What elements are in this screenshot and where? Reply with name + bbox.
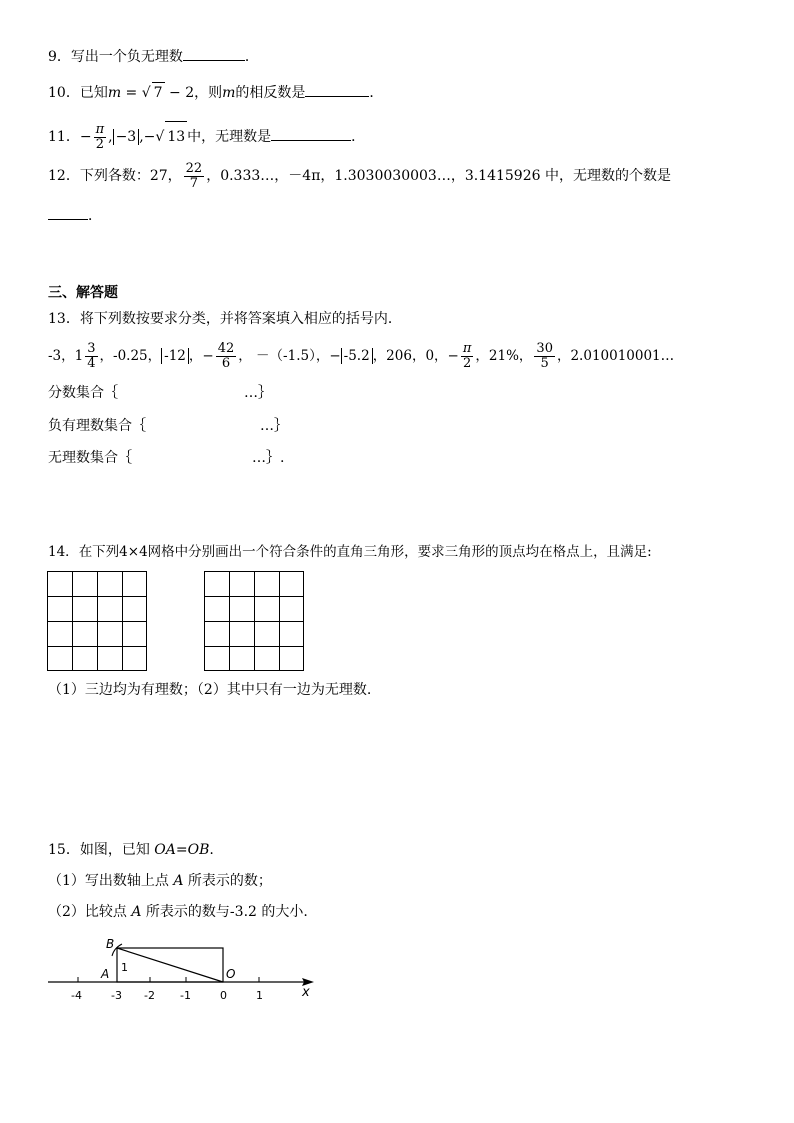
- question-9: [48, 46, 259, 67]
- tick-label: -1: [180, 989, 191, 1002]
- tick-label: 0: [220, 989, 227, 1002]
- question-text: 所表示的数与-3.2 的大小.: [141, 904, 308, 920]
- diagonal-ob: [117, 948, 223, 982]
- fraction-numerator: 22: [185, 160, 203, 176]
- question-number: 13．: [48, 311, 80, 327]
- question-15-part-1: [48, 871, 272, 891]
- tick-label: -3: [111, 989, 122, 1002]
- fraction-numerator: 30: [536, 341, 553, 356]
- fraction-30-over-5: [534, 342, 555, 371]
- mixed-fraction: [85, 342, 97, 371]
- label-b: B: [106, 937, 115, 951]
- number-list: ， －（-1.5），−: [238, 348, 341, 364]
- number-line-figure: [40, 936, 330, 1006]
- question-15-part-2: [48, 902, 308, 922]
- fraction-denominator: 7: [189, 175, 199, 191]
- point-a-label: A: [173, 873, 184, 889]
- fraction-denominator: 5: [540, 356, 549, 371]
- question-number: 14．: [48, 544, 79, 560]
- separator: ,−: [139, 129, 156, 145]
- question-number: 10．: [48, 85, 80, 101]
- punctuation: ．: [88, 208, 102, 224]
- question-text: 在下列4×4网格中分别画出一个符合条件的直角三角形，要求三角形的顶点均在格点上，且满足:: [78, 544, 652, 560]
- number-list: ，-0.25，: [99, 348, 162, 364]
- punctuation: .: [209, 842, 214, 858]
- sqrt-symbol: √: [155, 129, 165, 145]
- number-list: ，21%，: [475, 348, 533, 364]
- set-label: 分数集合｛: [48, 385, 118, 401]
- question-14-conditions: （1）三边均为有理数；（2）其中只有一边为无理数.: [48, 682, 372, 698]
- fraction-denominator: 2: [95, 136, 104, 152]
- question-15: [48, 840, 214, 860]
- fraction-numerator: 3: [87, 341, 96, 356]
- label-a: A: [101, 967, 110, 981]
- answer-blank[interactable]: [305, 82, 369, 97]
- question-12: [48, 160, 671, 192]
- question-text: （1）写出数轴上点: [48, 873, 174, 889]
- question-13: [48, 309, 402, 329]
- question-text: 如图，已知: [79, 842, 155, 858]
- question-number: 12．: [48, 168, 80, 184]
- equation: OA=OB: [154, 842, 210, 858]
- number-list: ，206，0，−: [372, 348, 459, 364]
- question-text: 中，无理数是: [187, 129, 272, 145]
- minus-sign: −: [79, 129, 92, 145]
- set-label: 无理数集合｛: [48, 450, 132, 466]
- sqrt-symbol: √: [141, 85, 151, 101]
- question-number: 15．: [48, 842, 80, 858]
- question-number: 9．: [48, 49, 71, 65]
- question-11: [48, 121, 365, 152]
- question-text: （2）比较点: [48, 904, 132, 920]
- question-10: [48, 82, 383, 103]
- question-text: ，则: [194, 85, 223, 101]
- label-1: 1: [121, 961, 128, 974]
- fraction-denominator: 2: [462, 356, 472, 371]
- question-text: 写出一个负无理数: [70, 49, 183, 65]
- question-text: ，0.333…，－4π，1.3030030003…，3.1415926 中，无理数的个数是: [206, 168, 671, 184]
- punctuation: ．: [351, 129, 366, 145]
- variable-m: m: [222, 85, 236, 101]
- absolute-value: -5.2: [341, 348, 373, 364]
- grid-4x4-left[interactable]: [47, 571, 147, 671]
- question-text: 下列各数：27，: [79, 168, 182, 184]
- question-12-blank-line: [48, 205, 102, 226]
- fraction-42-over-6: [216, 342, 237, 371]
- grid-4x4-right[interactable]: [204, 571, 304, 671]
- answer-blank[interactable]: [48, 205, 88, 220]
- point-a-label: A: [131, 904, 142, 920]
- question-text: 已知: [79, 85, 108, 101]
- question-text: 的相反数是: [235, 85, 306, 101]
- absolute-value: −3: [113, 129, 140, 145]
- fraction-denominator: 4: [87, 356, 96, 371]
- separator: ,: [108, 129, 113, 145]
- question-text: 所表示的数；: [183, 873, 272, 889]
- set-end: …｝.: [252, 450, 285, 466]
- irrational-set: [48, 448, 284, 468]
- question-text: 将下列数按要求分类，并将答案填入相应的括号内．: [79, 311, 402, 327]
- negative-rational-set: [48, 416, 288, 436]
- absolute-value: -12: [161, 348, 189, 364]
- sqrt-radicand: 7: [152, 82, 165, 103]
- fraction-pi-over-2: [461, 342, 474, 371]
- question-13-numbers: [48, 336, 674, 376]
- punctuation: ．: [369, 85, 384, 101]
- variable-m: m: [107, 85, 122, 101]
- sqrt-radicand: 13: [165, 121, 187, 152]
- fraction-numerator: 42: [217, 341, 235, 356]
- fraction-numerator: π: [462, 341, 472, 356]
- fraction-denominator: 6: [221, 356, 231, 371]
- set-end: …｝: [244, 385, 272, 401]
- label-x: x: [302, 985, 310, 1000]
- question-number: 11．: [48, 129, 80, 145]
- set-label: 负有理数集合｛: [48, 418, 146, 434]
- question-14: [48, 542, 652, 562]
- punctuation: ．: [244, 49, 259, 65]
- number-list: ，−: [188, 348, 214, 364]
- number-list: ，2.010010001…: [556, 348, 675, 364]
- fraction-22-over-7: [184, 162, 205, 191]
- minus-two: − 2: [164, 85, 195, 101]
- section-heading: 三、解答题: [48, 285, 118, 301]
- label-o: O: [226, 967, 236, 981]
- equals-sign: =: [121, 85, 142, 101]
- number-list: -3，1: [48, 348, 84, 364]
- answer-blank[interactable]: [271, 126, 351, 141]
- answer-blank[interactable]: [183, 46, 245, 61]
- tick-label: -4: [71, 989, 82, 1002]
- tick-label: 1: [256, 989, 263, 1002]
- tick-label: -2: [144, 989, 155, 1002]
- fraction-numerator: π: [95, 121, 105, 137]
- set-end: …｝: [260, 418, 288, 434]
- fraction-set: [48, 383, 272, 403]
- fraction-pi-over-2: [94, 123, 107, 152]
